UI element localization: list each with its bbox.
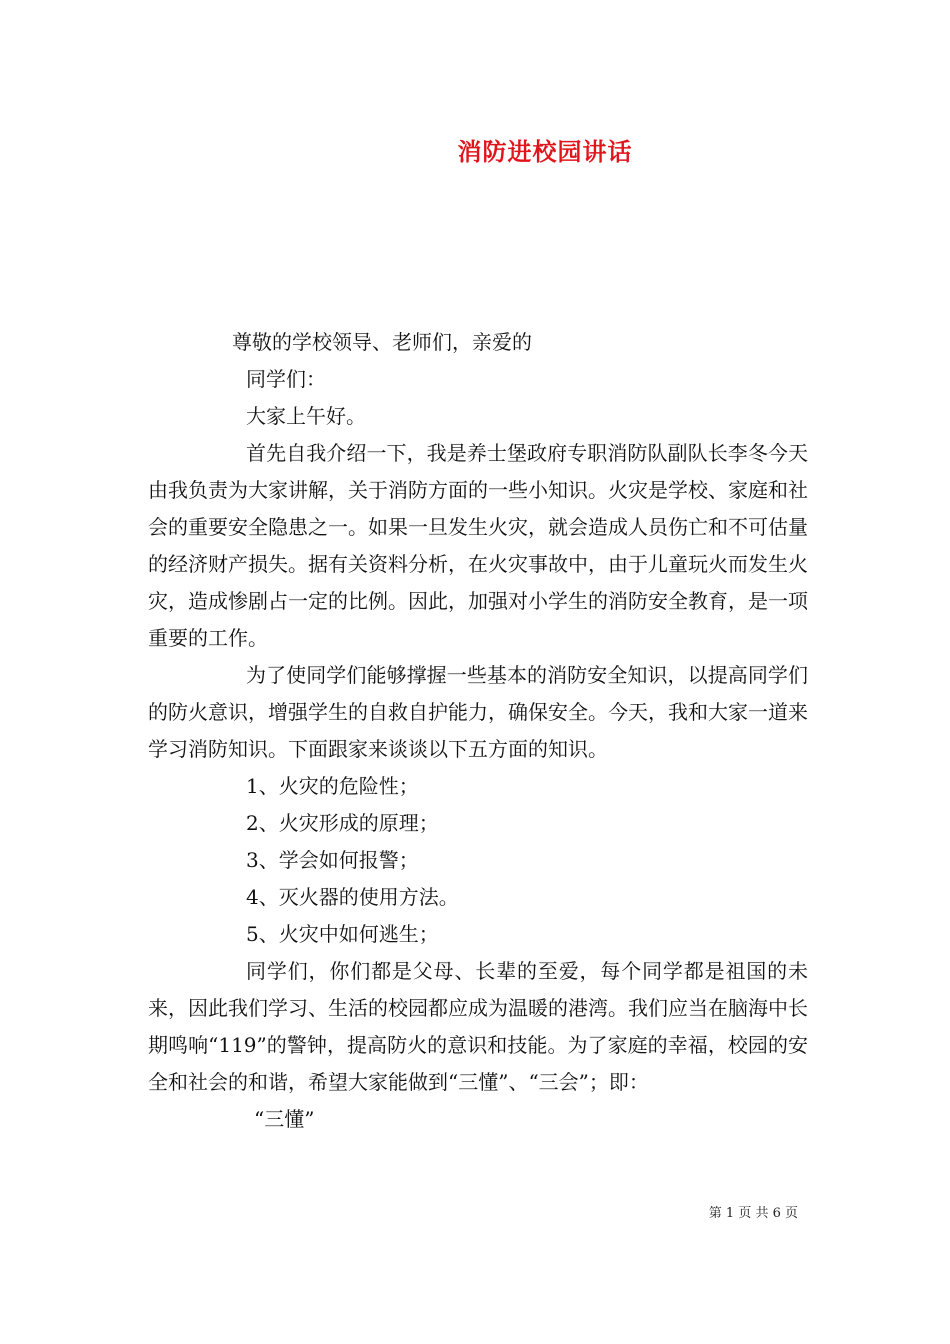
hello-line: 大家上午好。 — [246, 404, 366, 428]
list-item: 3、学会如何报警； — [246, 848, 419, 872]
list-item: 2、火灾形成的原理； — [246, 811, 439, 835]
document-title: 消防进校园讲话 — [457, 137, 633, 166]
greeting-line-1: 尊敬的学校领导、老师们，亲爱的 — [232, 330, 532, 354]
paragraph-purpose: 为了使同学们能够撑握一些基本的消防安全知识，以提高同学们的防火意识，增强学生的自救自护能力，确保安全。今天，我和大家一道来学习消防知识。下面跟家来谈谈以下五方面的知识。 — [148, 663, 808, 761]
page-number: 第 1 页 共 6 页 — [708, 1206, 798, 1221]
paragraph-appeal: 同学们，你们都是父母、长辈的至爱，每个同学都是祖国的未来，因此我们学习、生活的校园都应成为温暖的港湾。我们应当在脑海中长期鸣响“119”的警钟，提高防火的意识和技能。为了家庭的幸福，校园的安全和社会的和谐，希望大家能做到“三懂”、“三会”；即： — [148, 959, 808, 1094]
list-item: 1、火灾的危险性； — [246, 774, 419, 798]
paragraph-introduction: 首先自我介绍一下，我是养士堡政府专职消防队副队长李冬今天由我负责为大家讲解，关于消防方面的一些小知识。火灾是学校、家庭和社会的重要安全隐患之一。如果一旦发生火灾，就会造成人员伤亡和不可估量的经济财产损失。据有关资料分析，在火灾事故中，由于儿童玩火而发生火灾，造成惨剧占一定的比例。因此，加强对小学生的消防安全教育，是一项重要的工作。 — [148, 441, 808, 650]
document-body — [148, 324, 808, 1138]
list-item: 5、火灾中如何逃生； — [246, 922, 439, 946]
sub-heading: “三懂” — [254, 1107, 315, 1131]
greeting-line-2: 同学们： — [246, 367, 326, 391]
list-item: 4、灭火器的使用方法。 — [246, 885, 459, 909]
